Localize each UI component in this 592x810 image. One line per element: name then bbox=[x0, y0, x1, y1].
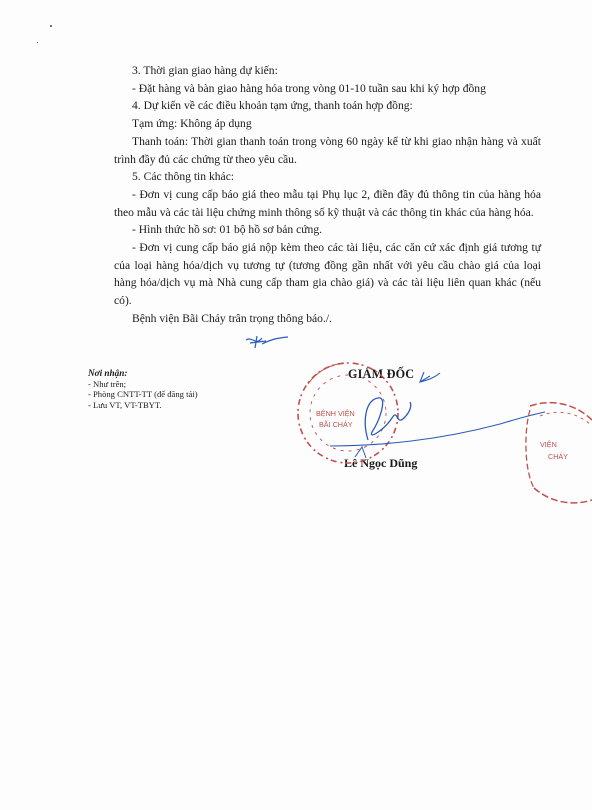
recipient-item: - Như trên; bbox=[88, 378, 127, 389]
closing-initials-mark bbox=[246, 336, 288, 348]
seal-text-line1: BỆNH VIỆN bbox=[316, 409, 355, 418]
payment-terms-paragraph: Thanh toán: Thời gian thanh toán trong vòng 60 ngày kể từ khi giao nhận hàng và xuất trình đầy đủ các chứng từ theo yêu cầu. bbox=[114, 134, 541, 166]
handwritten-signature bbox=[330, 398, 545, 458]
recipients-heading: Nơi nhận: bbox=[88, 368, 128, 378]
advance-payment-line: Tạm ứng: Không áp dụng bbox=[132, 117, 252, 131]
recipients-block bbox=[88, 368, 288, 410]
quote-format-paragraph: - Đơn vị cung cấp báo giá theo mẫu tại Phụ lục 2, điền đầy đủ thông tin của hàng hóa theo mẫu và các tài liệu chứng minh thông số kỹ thuật và các thông tin khác của hàng hóa. bbox=[114, 187, 541, 219]
supporting-documents-paragraph: - Đơn vị cung cấp báo giá nộp kèm theo các tài liệu, các căn cứ xác định giá tương tự của loại hàng hóa/dịch vụ tương tự (tương đồng gần nhất với yêu cầu chào giá của loại hàng hóa/dịch vụ mà Nhà cung cấp tham gia chào giá) và các tài liệu liên quan khác (nếu có). bbox=[114, 241, 541, 308]
dossier-format-line: - Hình thức hồ sơ: 01 bộ hồ sơ bản cứng. bbox=[132, 223, 323, 237]
recipient-item: - Lưu VT, VT-TBYT. bbox=[88, 399, 162, 410]
section-4-heading: 4. Dự kiến về các điều khoản tạm ứng, thanh toán hợp đồng: bbox=[132, 99, 413, 113]
partial-seal bbox=[526, 403, 592, 503]
closing-line: Bệnh viện Bãi Cháy trân trọng thông báo./. bbox=[132, 311, 332, 325]
title-initials-mark bbox=[420, 372, 440, 382]
delivery-time-line: - Đặt hàng và bàn giao hàng hóa trong vòng 01-10 tuần sau khi ký hợp đồng bbox=[132, 81, 486, 95]
partial-seal-text-line2: CHÁY bbox=[548, 452, 568, 461]
partial-seal-text-line1: VIỆN bbox=[540, 440, 557, 449]
recipient-item: - Phòng CNTT-TT (để đăng tải) bbox=[88, 389, 198, 399]
section-3-heading: 3. Thời gian giao hàng dự kiến: bbox=[132, 64, 278, 77]
document-body bbox=[114, 62, 541, 328]
signature-title: GIÁM ĐỐC bbox=[348, 367, 415, 381]
scan-speck bbox=[37, 42, 38, 43]
section-5-heading: 5. Các thông tin khác: bbox=[132, 170, 235, 184]
scan-speck bbox=[50, 25, 52, 27]
seal-text-line2: BÃI CHÁY bbox=[319, 420, 353, 429]
signer-name: Lê Ngọc Dũng bbox=[344, 456, 418, 470]
